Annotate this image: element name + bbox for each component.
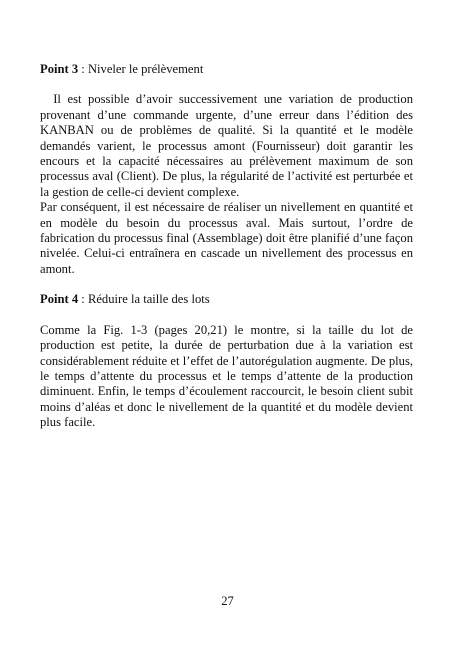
point3-label: Point 3 (40, 62, 79, 76)
spacer (40, 308, 413, 323)
point4-label: Point 4 (40, 292, 79, 307)
point4-title: Réduire la taille des lots (87, 292, 210, 307)
spacer (40, 277, 413, 292)
point3-heading (40, 62, 413, 77)
spacer (40, 77, 413, 92)
point3-paragraph-2: Par conséquent, il est nécessaire de réaliser un nivellement en quantité et en modèle du besoin du processus aval. Mais surtout, l’ordre de fabrication du processus final (Assemblage) doit être planifié d’une façon nivelée. Celui-ci entraînera en cascade un nivellement des processus en amont. (40, 200, 413, 276)
point3-paragraph-1: Il est possible d’avoir successivement une variation de production provenant d’une commande urgente, d’une erreur dans l’édition des KANBAN ou de problèmes de qualité. Si la quantité et le modèle demandés varient, le processus amont (Fournisseur) doit garantir les encours et la capacité nécessaires au prélèvement maximum de son processus aval (Client). De plus, la régularité de l’activité est perturbée et la gestion de celle-ci devient complexe. (40, 92, 417, 199)
point3-separator: : (78, 62, 88, 76)
page-number: 27 (221, 594, 234, 608)
point4-separator: : (78, 292, 88, 307)
page-content (40, 62, 417, 431)
point4-heading (40, 292, 413, 307)
point3-title: Niveler le prélèvement (87, 62, 204, 76)
point4-paragraph-1: Comme la Fig. 1-3 (pages 20,21) le montre, si la taille du lot de production est petite, la durée de perturbation due à la variation est considérablement réduite et l’effet de l’autorégulation augmente. De plus, le temps d’attente du processus et le temps d’attente de la production diminuent. Enfin, le temps d’écoulement raccourcit, le besoin client subit moins d’aléas et donc le nivellement de la quantité et du modèle devient plus facile. (40, 322, 413, 430)
